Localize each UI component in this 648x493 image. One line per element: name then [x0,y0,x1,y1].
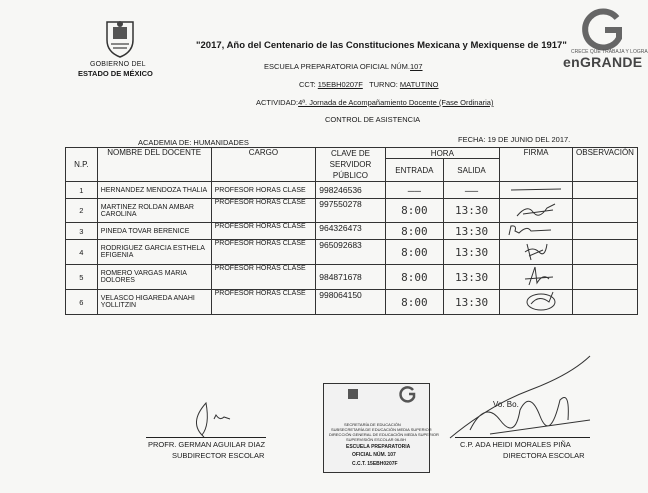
subdirector-title: SUBDIRECTOR ESCOLAR [172,451,265,460]
signature-scribble [503,240,569,262]
row-firma [500,265,573,290]
stamp-line5: ESCUELA PREPARATORIA [346,444,411,450]
row-salida: —— [444,182,500,199]
table-row [66,182,638,199]
table-row [66,199,638,223]
row-clave: 998246536 [316,182,385,199]
row-cargo: PROFESOR HORAS CLASE [211,290,316,315]
stamp-line4: SUPERVISIÓN ESCOLAR 06-BH [346,437,406,442]
row-observacion [573,182,638,199]
cct-value: 15EBH0207F [317,80,363,89]
row-salida: 13:30 [444,265,500,290]
row-firma [500,240,573,265]
cct-line [299,80,439,89]
stamp-g-icon [399,386,417,402]
row-firma [500,223,573,240]
row-nombre: HERNANDEZ MENDOZA THALIA [97,182,211,199]
row-salida: 13:30 [444,199,500,223]
date-label: FECHA: 19 DE JUNIO DEL 2017. [458,135,571,144]
row-np: 5 [66,265,98,290]
subdirector-name: PROFR. GERMAN AGUILAR DIAZ [148,440,266,449]
row-clave: 965092683 [316,240,385,265]
header-nombre: NOMBRE DEL DOCENTE [97,148,211,182]
row-np: 2 [66,199,98,223]
row-firma [500,182,573,199]
row-entrada: 8:00 [385,223,443,240]
turno-label: TURNO: [369,80,398,89]
row-observacion [573,290,638,315]
row-entrada: 8:00 [385,265,443,290]
stamp-line2: SUBSECRETARÍA DE EDUCACIÓN MEDIA SUPERIOR [331,427,432,432]
signature-scribble [503,223,569,237]
header-hora: HORA [385,148,499,159]
row-salida: 13:30 [444,290,500,315]
table-row [66,240,638,265]
signature-scribble [503,290,569,312]
right-signature-line [455,437,590,438]
header-clave-3: PÚBLICO [316,171,385,182]
row-np: 3 [66,223,98,240]
control-title: CONTROL DE ASISTENCIA [325,115,421,124]
row-cargo: PROFESOR HORAS CLASE [211,223,316,240]
subdirector-signature [180,395,250,440]
turno-value: MATUTINO [399,80,439,89]
header-observacion: OBSERVACIÓN [573,148,638,182]
gov-line1: GOBIERNO DEL [90,61,146,68]
row-cargo: PROFESOR HORAS CLASE [211,199,316,223]
vobo-label: Vo. Bo. [493,400,519,409]
row-entrada: 8:00 [385,199,443,223]
row-np: 6 [66,290,98,315]
row-entrada: 8:00 [385,240,443,265]
row-nombre: ROMERO VARGAS MARIA DOLORES [97,265,211,290]
row-entrada: —— [385,182,443,199]
header-np: N.P. [66,148,98,182]
row-salida: 13:30 [444,240,500,265]
school-label: ESCUELA PREPARATORIA OFICIAL NÚM. [264,62,411,71]
header-firma: FIRMA [500,148,573,182]
directora-name: C.P. ADA HEIDI MORALES PIÑA [460,440,571,449]
row-nombre: VELASCO HIGAREDA ANAHI YOLLITZIN [97,290,211,315]
row-firma [500,290,573,315]
header-salida: SALIDA [444,159,500,182]
actividad-value: 4ª. Jornada de Acompañamiento Docente (Fase Ordinaria) [298,98,494,107]
brand-tagline: CRECE QUE TRABAJA Y LOGRA [571,49,648,55]
row-observacion [573,240,638,265]
engrande-g-logo [577,10,629,50]
signature-dash [503,183,569,195]
stamp-line3: DIRECCIÓN GENERAL DE EDUCACIÓN MEDIA SUPERIOR [329,432,439,437]
stamp-line1: SECRETARÍA DE EDUCACIÓN [344,422,401,427]
row-nombre: MARTINEZ ROLDAN AMBAR CAROLINA [97,199,211,223]
gov-line2: ESTADO DE MÉXICO [78,69,153,78]
header-clave-2: SERVIDOR [316,159,385,171]
directora-title: DIRECTORA ESCOLAR [503,451,585,460]
header-cargo: CARGO [211,148,316,182]
school-line [264,62,423,71]
row-nombre: PINEDA TOVAR BERENICE [97,223,211,240]
row-np: 4 [66,240,98,265]
cct-label: CCT: [299,80,316,89]
header-entrada: ENTRADA [385,159,443,182]
signature-scribble [503,200,569,220]
table-row [66,223,638,240]
row-cargo: PROFESOR HORAS CLASE [211,240,316,265]
row-np: 1 [66,182,98,199]
row-cargo: PROFESOR HORAS CLASE [211,265,316,290]
state-shield-logo [103,18,137,58]
stamp-line6: OFICIAL NÚM. 107 [352,452,396,458]
school-stamp [323,383,439,473]
row-observacion [573,199,638,223]
row-observacion [573,265,638,290]
row-observacion [573,223,638,240]
row-entrada: 8:00 [385,290,443,315]
row-clave: 998064150 [316,290,385,315]
stamp-line7: C.C.T. 15EBH0207F [352,461,398,467]
signature-scribble [503,265,569,287]
row-clave: 997550278 [316,199,385,223]
actividad-line [256,98,493,107]
table-row [66,290,638,315]
row-nombre: RODRIGUEZ GARCIA ESTHELA EFIGENIA [97,240,211,265]
academia-label: ACADEMIA DE: HUMANIDADES [138,138,249,147]
row-cargo: PROFESOR HORAS CLASE [211,182,316,199]
row-clave: 984871678 [316,265,385,290]
row-firma [500,199,573,223]
motto: "2017, Año del Centenario de las Constituciones Mexicana y Mexiquense de 1917" [196,40,567,51]
brand-name: enGRANDE [563,54,643,70]
attendance-table [65,147,638,315]
left-signature-line [146,437,266,438]
row-clave: 964326473 [316,223,385,240]
row-salida: 13:30 [444,223,500,240]
school-number: 107 [410,62,423,71]
stamp-shield-icon [346,387,360,401]
directora-signature [430,350,605,445]
actividad-label: ACTIVIDAD: [256,98,299,107]
header-clave-1: CLAVE DE [316,148,385,159]
table-row [66,265,638,290]
